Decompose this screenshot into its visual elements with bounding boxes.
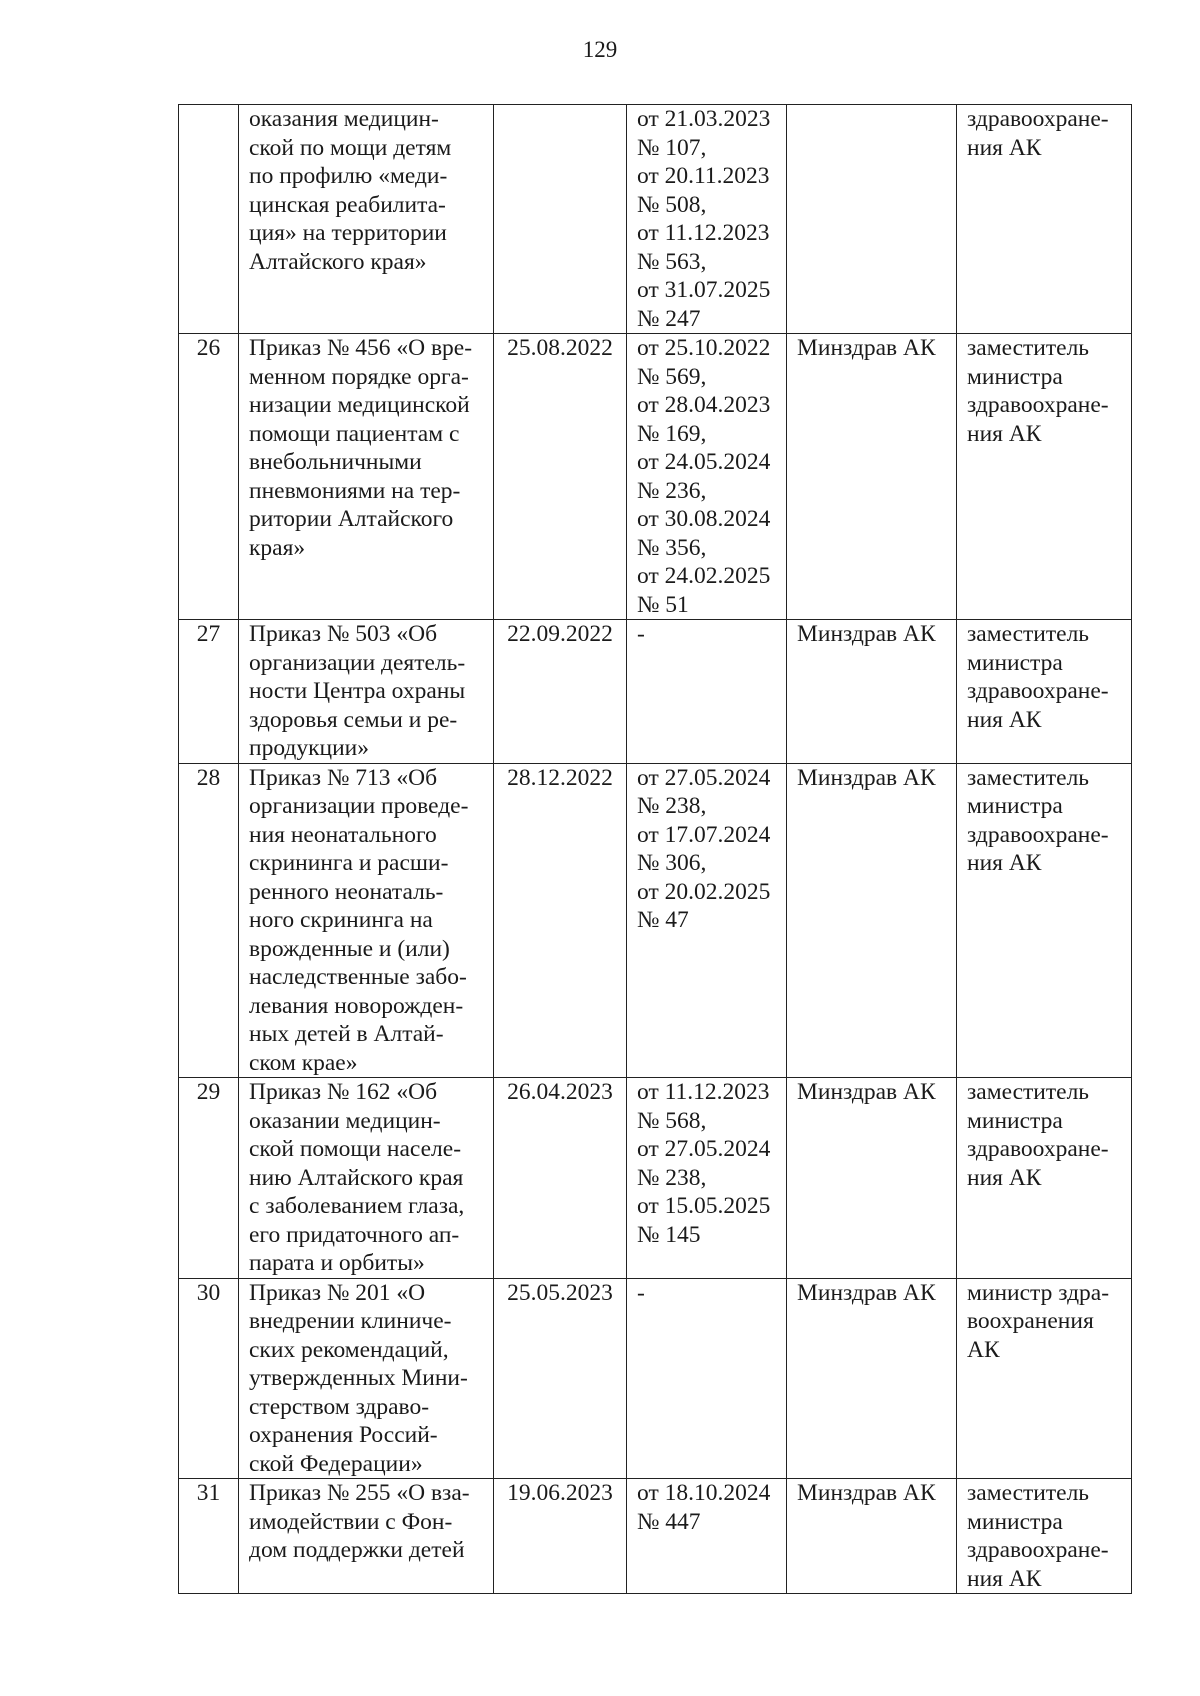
responsible-official: заместитель министра здравоохране- ния АК — [957, 620, 1132, 764]
row-number: 29 — [179, 1078, 239, 1279]
order-title: Приказ № 162 «Об оказании медицин- ской помощи населе- нию Алтайского края с заболеванием глаза, его придаточного ап- парата и орбиты» — [239, 1078, 494, 1279]
order-title: оказания медицин- ской по мощи детям по профилю «меди- цинская реабилита- ция» на территории Алтайского края» — [239, 105, 494, 334]
order-amendments: от 21.03.2023 № 107, от 20.11.2023 № 508, от 11.12.2023 № 563, от 31.07.2025 № 247 — [627, 105, 787, 334]
responsible-official: заместитель министра здравоохране- ния АК — [957, 334, 1132, 620]
order-amendments: - — [627, 1278, 787, 1479]
row-number: 28 — [179, 763, 239, 1078]
order-date — [494, 105, 627, 334]
order-title: Приказ № 503 «Об организации деятель- ности Центра охраны здоровья семьи и ре- продукции» — [239, 620, 494, 764]
order-amendments: от 18.10.2024 № 447 — [627, 1479, 787, 1594]
table-row — [179, 1479, 1132, 1594]
responsible-organization: Минздрав АК — [787, 763, 957, 1078]
responsible-organization: Минздрав АК — [787, 1278, 957, 1479]
row-number — [179, 105, 239, 334]
order-date: 25.05.2023 — [494, 1278, 627, 1479]
orders-table-body — [179, 105, 1132, 1594]
order-amendments: от 25.10.2022 № 569, от 28.04.2023 № 169, от 24.05.2024 № 236, от 30.08.2024 № 356, от 24.02.2025 № 51 — [627, 334, 787, 620]
table-row — [179, 334, 1132, 620]
row-number: 30 — [179, 1278, 239, 1479]
table-row — [179, 620, 1132, 764]
order-date: 26.04.2023 — [494, 1078, 627, 1279]
table-row — [179, 1078, 1132, 1279]
order-amendments: - — [627, 620, 787, 764]
responsible-official: заместитель министра здравоохране- ния АК — [957, 763, 1132, 1078]
responsible-organization: Минздрав АК — [787, 1078, 957, 1279]
row-number: 27 — [179, 620, 239, 764]
responsible-organization: Минздрав АК — [787, 620, 957, 764]
table-row — [179, 1278, 1132, 1479]
responsible-official: министр здра- воохранения АК — [957, 1278, 1132, 1479]
table-row — [179, 105, 1132, 334]
orders-table — [178, 104, 1132, 1594]
order-title: Приказ № 456 «О вре- менном порядке орга- низации медицинской помощи пациентам с внебольничными пневмониями на тер- ритории Алтайского края» — [239, 334, 494, 620]
order-date: 25.08.2022 — [494, 334, 627, 620]
order-date: 19.06.2023 — [494, 1479, 627, 1594]
order-title: Приказ № 713 «Об организации проведе- ния неонатального скрининга и расши- ренного неонаталь- ного скрининга на врожденные и (или) наследственные забо- левания новорожден- ных детей в Алтай- ском крае» — [239, 763, 494, 1078]
page-number: 129 — [582, 37, 618, 62]
order-amendments: от 27.05.2024 № 238, от 17.07.2024 № 306, от 20.02.2025 № 47 — [627, 763, 787, 1078]
responsible-official: заместитель министра здравоохране- ния АК — [957, 1479, 1132, 1594]
responsible-organization: Минздрав АК — [787, 334, 957, 620]
order-amendments: от 11.12.2023 № 568, от 27.05.2024 № 238, от 15.05.2025 № 145 — [627, 1078, 787, 1279]
row-number: 26 — [179, 334, 239, 620]
order-title: Приказ № 255 «О вза- имодействии с Фон- дом поддержки детей — [239, 1479, 494, 1594]
responsible-official: здравоохране- ния АК — [957, 105, 1132, 334]
order-title: Приказ № 201 «О внедрении клиниче- ских рекомендаций, утвержденных Мини- стерством здраво- охранения Россий- ской Федерации» — [239, 1278, 494, 1479]
responsible-official: заместитель министра здравоохране- ния АК — [957, 1078, 1132, 1279]
responsible-organization: Минздрав АК — [787, 1479, 957, 1594]
table-row — [179, 763, 1132, 1078]
responsible-organization — [787, 105, 957, 334]
order-date: 22.09.2022 — [494, 620, 627, 764]
row-number: 31 — [179, 1479, 239, 1594]
order-date: 28.12.2022 — [494, 763, 627, 1078]
